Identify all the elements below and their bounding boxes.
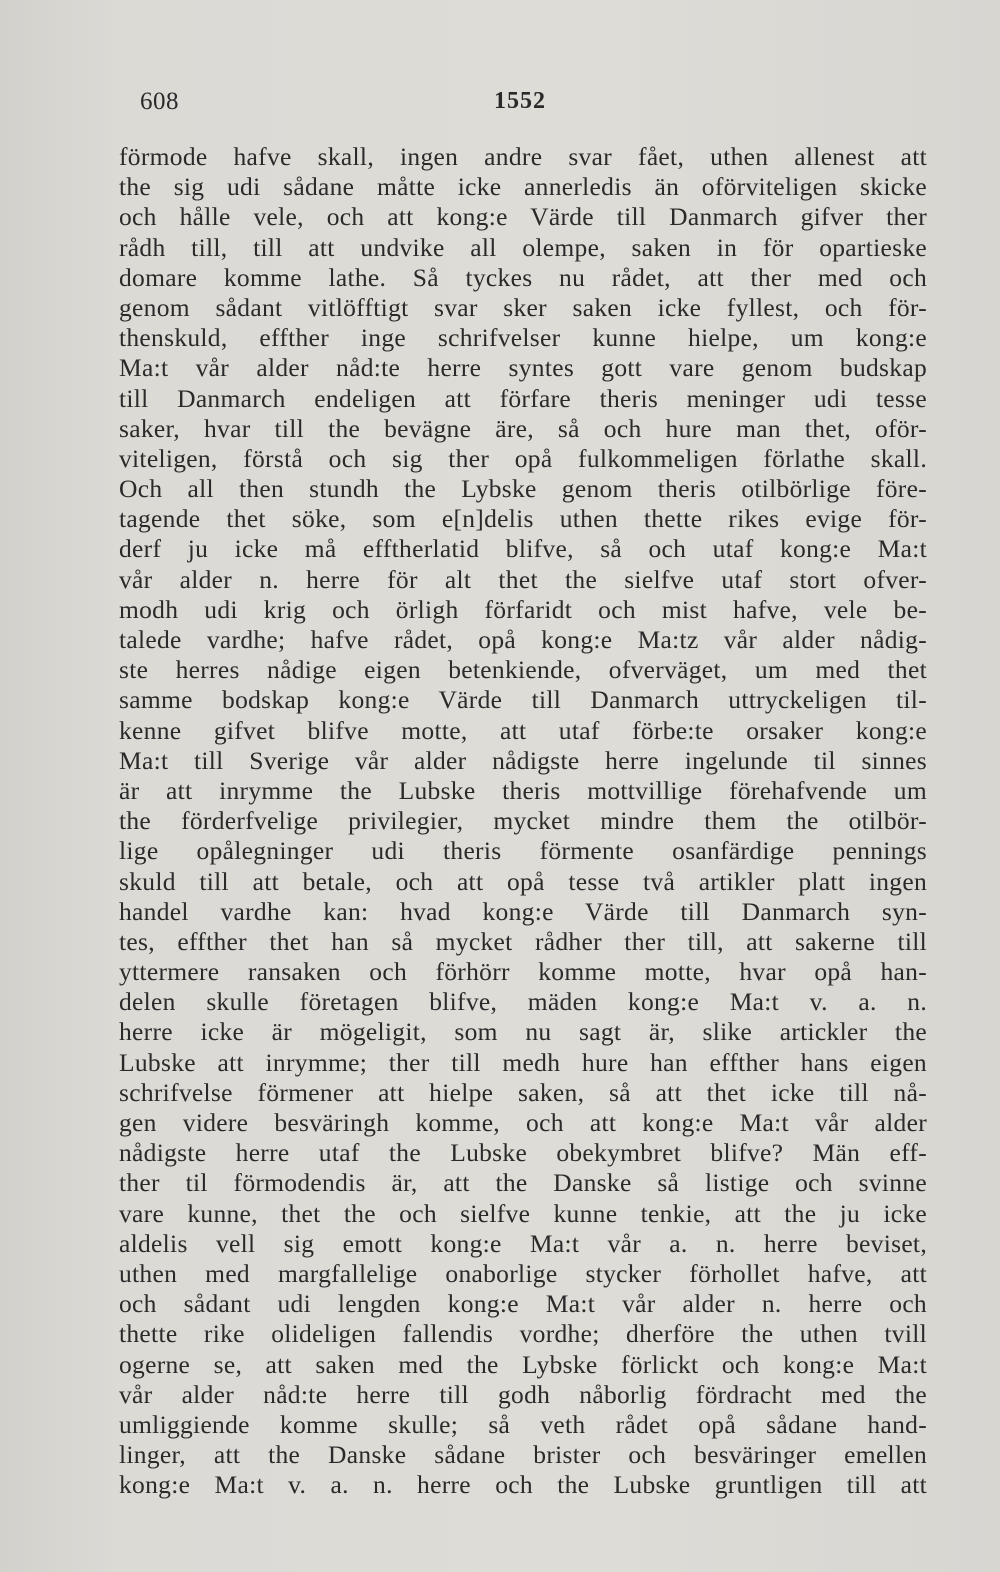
text-line: gen videre besväringh komme, och att kong:e Ma:t vår alder xyxy=(119,1108,927,1137)
text-line: delen skulle företagen blifve, mäden kong:e Ma:t v. a. n. xyxy=(119,987,927,1017)
text-line: kenne gifvet blifve motte, att utaf förbe:te orsaker kong:e xyxy=(119,715,927,745)
header-year: 1552 xyxy=(494,88,546,114)
text-line: Ma:t vår alder nåd:te herre syntes gott vare genom budskap xyxy=(119,353,927,383)
text-line: Och all then stundh the Lybske genom theris otilbörlige före- xyxy=(119,474,927,504)
text-line: uthen med margfallelige onaborlige stycker förhollet hafve, att xyxy=(119,1258,927,1288)
text-line: derf ju icke må efftherlatid blifve, så och utaf kong:e Ma:t xyxy=(119,534,927,564)
text-line: nådigste herre utaf the Lubske obekymbret blifve? Män eff- xyxy=(119,1138,927,1168)
text-line: handel vardhe kan: hvad kong:e Värde till Danmarch syn- xyxy=(119,896,927,926)
text-line: tes, effther thet han så mycket rådher ther till, att sakerne till xyxy=(119,926,927,956)
text-line: och sådant udi lengden kong:e Ma:t vår alder n. herre och xyxy=(119,1289,927,1319)
text-line: the förderfvelige privilegier, mycket mindre them the otilbör- xyxy=(119,806,927,836)
text-line: lige opålegninger udi theris förmente osanfärdige pennings xyxy=(119,836,927,866)
text-line: ste herres nådige eigen betenkiende, ofverväget, um med thet xyxy=(119,655,927,685)
text-line: viteligen, förstå och sig ther opå fulkommeligen förlathe skall. xyxy=(119,443,927,473)
text-line: vare kunne, thet the och sielfve kunne tenkie, att the ju icke xyxy=(119,1198,927,1228)
text-line: Ma:t till Sverige vår alder nådigste herre ingelunde til sinnes xyxy=(119,745,927,775)
text-line: talede vardhe; hafve rådet, opå kong:e Ma:tz vår alder nådig- xyxy=(119,625,927,654)
text-line: linger, att the Danske sådane brister och besväringer emellen xyxy=(119,1440,927,1470)
text-line: yttermere ransaken och förhörr komme motte, hvar opå han- xyxy=(119,957,927,987)
text-line: thette rike olideligen fallendis vordhe; dherföre the uthen tvill xyxy=(119,1319,927,1349)
text-line: domare komme lathe. Så tyckes nu rådet, att ther med och xyxy=(119,262,927,292)
text-line: skuld till att betale, och att opå tesse två artikler platt ingen xyxy=(119,866,927,896)
text-line: modh udi krig och örligh förfaridt och mist hafve, vele be- xyxy=(119,594,927,624)
text-line: till Danmarch endeligen att förfare theris meninger udi tesse xyxy=(119,383,927,413)
body-text xyxy=(119,142,927,1500)
text-line: kong:e Ma:t v. a. n. herre och the Lubske gruntligen till att xyxy=(119,1470,927,1500)
text-line: ogerne se, att saken med the Lybske förlickt och kong:e Ma:t xyxy=(119,1349,927,1379)
running-head xyxy=(140,88,900,122)
text-line: vår alder nåd:te herre till godh nåborlig fördracht med the xyxy=(119,1379,927,1409)
text-line: och hålle vele, och att kong:e Värde till Danmarch gifver ther xyxy=(119,202,927,232)
text-line: herre icke är mögeligit, som nu sagt är, slike artickler the xyxy=(119,1017,927,1047)
text-line: the sig udi sådane måtte icke annerledis än oförviteligen skicke xyxy=(119,172,927,202)
text-line: Lubske att inrymme; ther till medh hure han effther hans eigen xyxy=(119,1047,927,1077)
text-line: thenskuld, effther inge schrifvelser kunne hielpe, um kong:e xyxy=(119,323,927,353)
text-line: tagende thet söke, som e[n]delis uthen thette rikes evige för- xyxy=(119,504,927,534)
page-number: 608 xyxy=(140,88,179,115)
text-line: rådh till, till att undvike all olempe, saken in för opartieske xyxy=(119,232,927,262)
text-line: umliggiende komme skulle; så veth rådet opå sådane hand- xyxy=(119,1409,927,1439)
text-line: samme bodskap kong:e Värde till Danmarch uttryckeligen til- xyxy=(119,685,927,715)
text-line: förmode hafve skall, ingen andre svar fået, uthen allenest att xyxy=(119,142,927,171)
text-line: ther til förmodendis är, att the Danske så listige och svinne xyxy=(119,1168,927,1198)
text-line: genom sådant vitlöfftigt svar sker saken icke fyllest, och för- xyxy=(119,292,927,322)
text-line: vår alder n. herre för alt thet the sielfve utaf stort ofver- xyxy=(119,564,927,594)
text-line: är att inrymme the Lubske theris mottvillige förehafvende um xyxy=(119,775,927,805)
text-line: saker, hvar till the bevägne äre, så och hure man thet, oför- xyxy=(119,413,927,443)
text-line: aldelis vell sig emott kong:e Ma:t vår a. n. herre beviset, xyxy=(119,1228,927,1258)
text-line: schrifvelse förmener att hielpe saken, så att thet icke till nå- xyxy=(119,1077,927,1107)
